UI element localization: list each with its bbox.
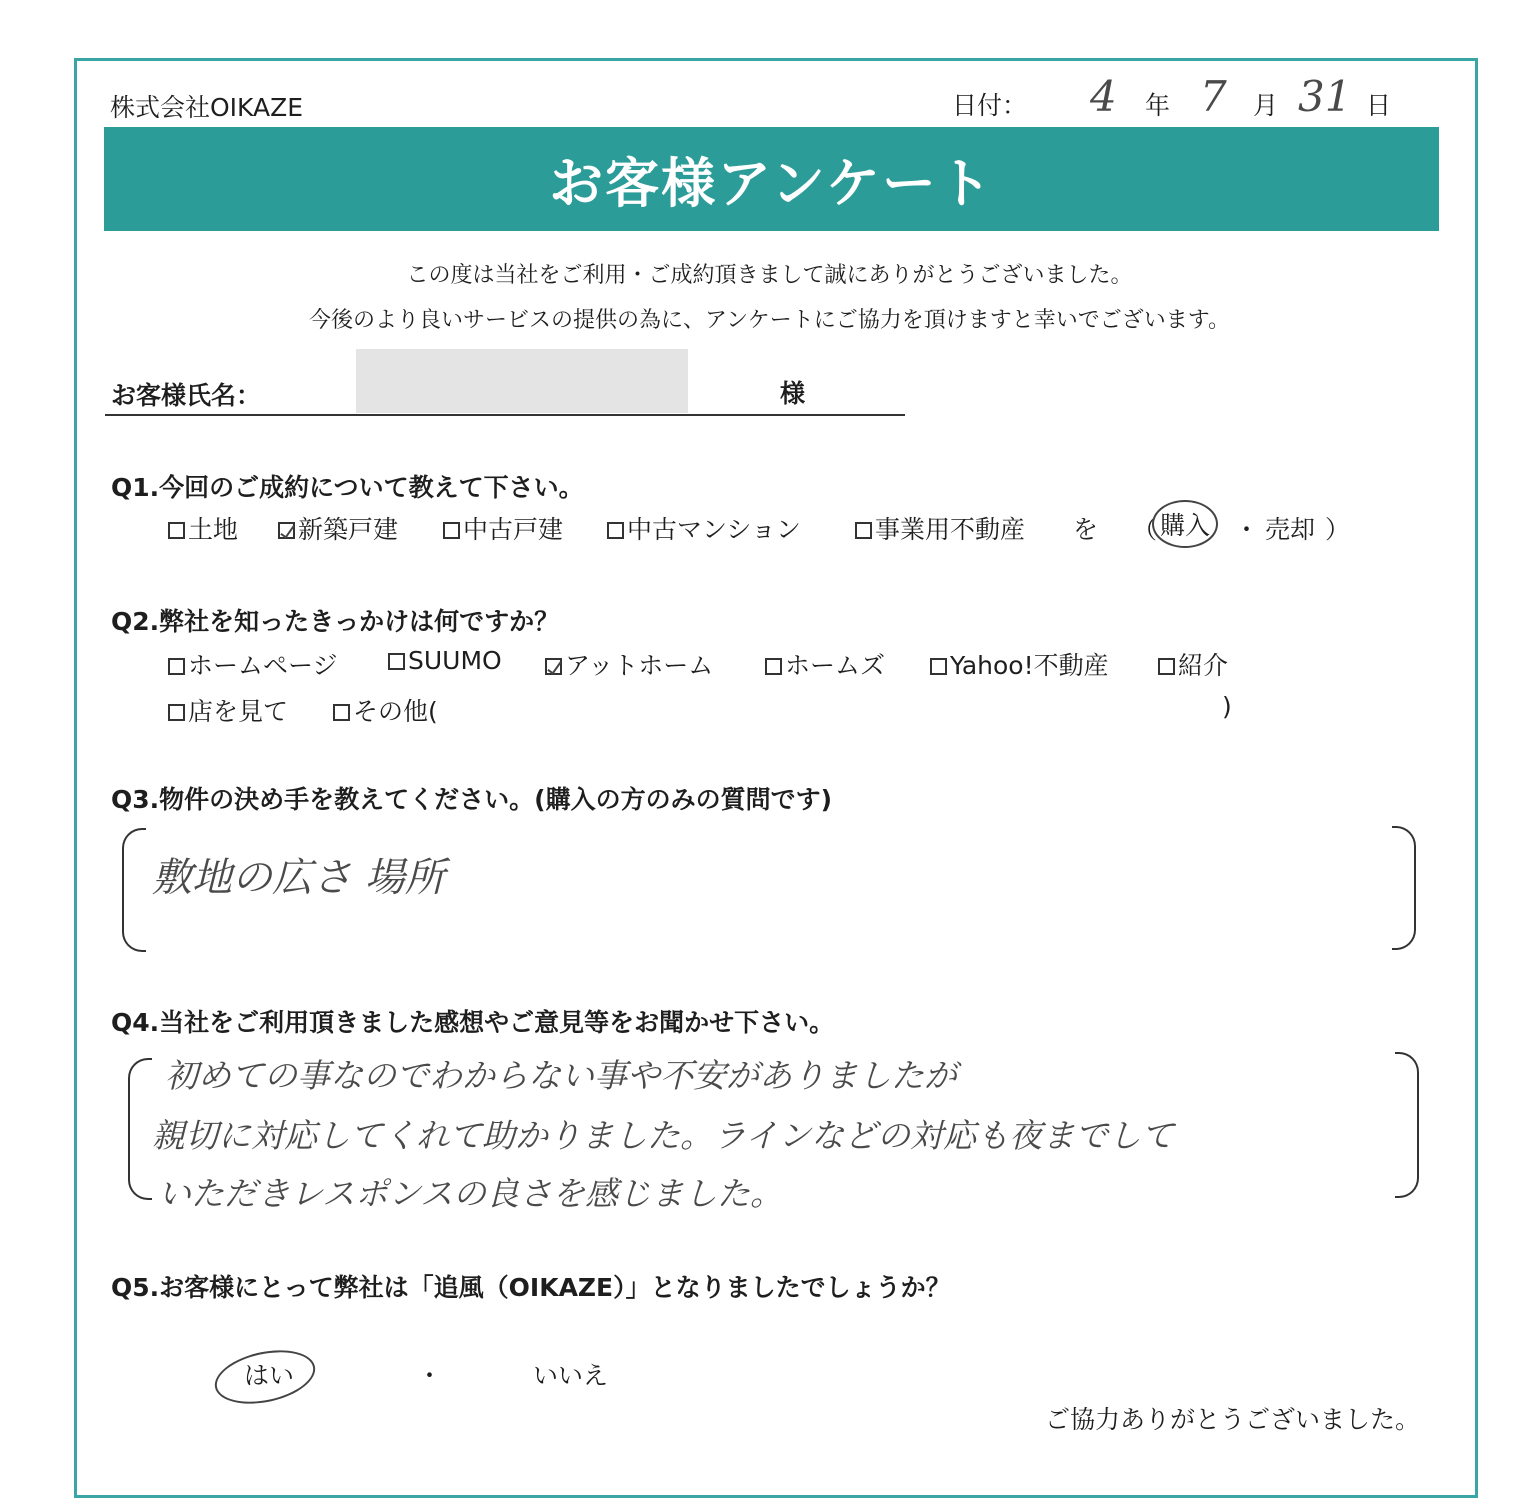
q2-option-other[interactable]: その他( xyxy=(333,692,438,728)
q1-option-used-condo[interactable]: 中古マンション xyxy=(607,510,801,546)
q5-option-yes[interactable]: はい xyxy=(244,1361,295,1390)
q4-answer-bracket-right xyxy=(1395,1052,1419,1198)
q1-particle: を xyxy=(1073,515,1099,544)
customer-name-underline xyxy=(105,414,905,416)
date-month-unit: 月 xyxy=(1253,91,1279,120)
date-label: 日付： xyxy=(952,91,1028,120)
date-day-unit: 日 xyxy=(1366,91,1392,120)
checkbox-checked[interactable] xyxy=(278,522,295,539)
q4-answer-line-1[interactable]: 初めての事なのでわからない事や不安がありましたが xyxy=(165,1056,957,1095)
checkbox-checked[interactable] xyxy=(545,658,562,675)
q5-separator: ・ xyxy=(417,1361,443,1390)
checkbox[interactable] xyxy=(855,522,872,539)
checkbox[interactable] xyxy=(168,522,185,539)
q4-answer-line-3[interactable]: いただきレスポンスの良さを感じました。 xyxy=(158,1174,784,1213)
q1-close-paren: ） xyxy=(1325,515,1351,544)
date-month-value[interactable]: 7 xyxy=(1200,72,1227,121)
q1-separator: ・ xyxy=(1234,515,1260,544)
q2-option-referral[interactable]: 紹介 xyxy=(1158,646,1228,682)
q4-answer-line-2[interactable]: 親切に対応してくれて助かりました。ラインなどの対応も夜までして xyxy=(152,1116,1175,1155)
checkbox[interactable] xyxy=(1158,658,1175,675)
q1-question: Q1.今回のご成約について教えて下さい。 xyxy=(111,473,584,502)
q4-answer-bracket-left xyxy=(128,1058,152,1200)
q1-option-sale[interactable]: 売却 xyxy=(1265,515,1316,544)
q2-option-store[interactable]: 店を見て xyxy=(168,692,288,728)
company-name: 株式会社OIKAZE xyxy=(110,93,304,122)
q3-answer-bracket-right xyxy=(1392,826,1416,950)
q1-option-new-house[interactable]: 新築戸建 xyxy=(278,510,398,546)
circled-selection: 購入 xyxy=(1152,500,1218,548)
date-year-unit: 年 xyxy=(1145,91,1171,120)
q5-question: Q5.お客様にとって弊社は「追風（OIKAZE）」となりましたでしょうか？ xyxy=(111,1273,951,1302)
checkbox[interactable] xyxy=(930,658,947,675)
q1-option-purchase[interactable] xyxy=(1152,500,1218,548)
customer-name-label: お客様氏名： xyxy=(111,381,262,410)
q4-question: Q4.当社をご利用頂きました感想やご意見等をお聞かせ下さい。 xyxy=(111,1008,835,1037)
checkbox[interactable] xyxy=(168,704,185,721)
q1-option-land[interactable]: 土地 xyxy=(168,510,238,546)
q2-question: Q2.弊社を知ったきっかけは何ですか？ xyxy=(111,607,560,636)
intro-line-1: この度は当社をご利用・ご成約頂きまして誠にありがとうございました。 xyxy=(406,263,1133,288)
q1-option-commercial[interactable]: 事業用不動産 xyxy=(855,510,1025,546)
checkbox[interactable] xyxy=(765,658,782,675)
survey-title-banner xyxy=(104,127,1439,231)
q2-other-close: ) xyxy=(1222,692,1232,721)
checkbox[interactable] xyxy=(388,653,405,670)
q3-question: Q3.物件の決め手を教えてください。(購入の方のみの質問です) xyxy=(111,785,832,814)
intro-line-2: 今後のより良いサービスの提供の為に、アンケートにご協力を頂けますと幸いでございます。 xyxy=(309,308,1230,333)
customer-name-suffix: 様 xyxy=(780,379,806,408)
customer-name-field[interactable] xyxy=(356,349,688,413)
q3-answer[interactable]: 敷地の広さ 場所 xyxy=(152,855,445,901)
date-year-value[interactable]: 4 xyxy=(1090,72,1117,121)
q2-option-yahoo[interactable]: Yahoo!不動産 xyxy=(930,646,1109,682)
q5-option-no[interactable]: いいえ xyxy=(533,1361,609,1390)
checkbox[interactable] xyxy=(607,522,624,539)
q1-open-paren: （ xyxy=(1132,515,1158,544)
footer-thanks: ご協力ありがとうございました。 xyxy=(1045,1405,1421,1434)
checkbox[interactable] xyxy=(333,704,350,721)
q1-option-used-house[interactable]: 中古戸建 xyxy=(443,510,563,546)
q2-option-homes[interactable]: ホームズ xyxy=(765,646,885,682)
checkbox[interactable] xyxy=(443,522,460,539)
survey-title: お客様アンケート xyxy=(549,151,994,215)
q2-option-athome[interactable]: アットホーム xyxy=(545,646,713,682)
q3-answer-bracket-left xyxy=(122,828,146,952)
date-day-value[interactable]: 31 xyxy=(1298,72,1352,121)
q2-option-homepage[interactable]: ホームページ xyxy=(168,646,338,682)
checkbox[interactable] xyxy=(168,658,185,675)
q2-option-suumo[interactable]: SUUMO xyxy=(388,646,502,675)
